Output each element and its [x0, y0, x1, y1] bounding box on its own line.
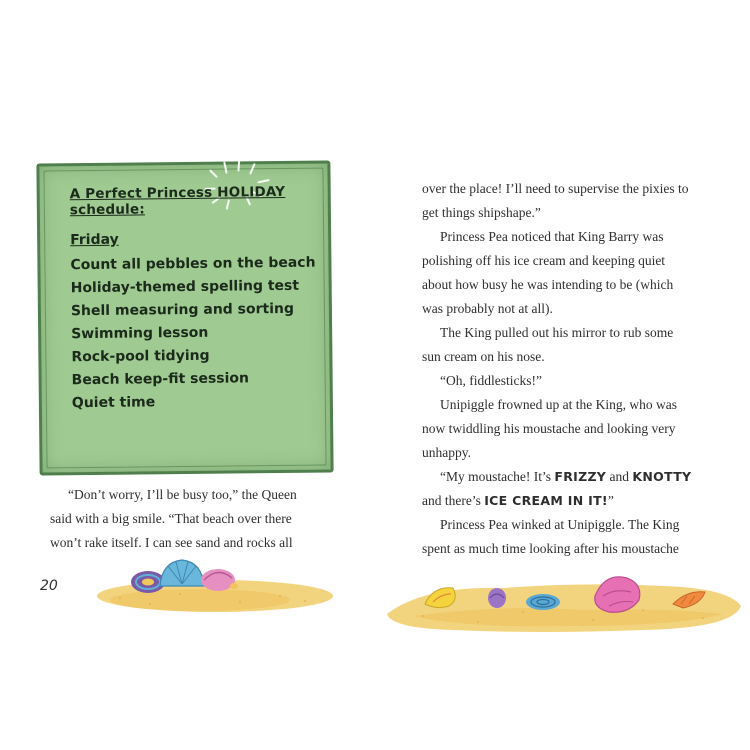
text-line: was probably not at all). — [422, 301, 553, 316]
emphasis-text: KNOTTY — [632, 469, 692, 484]
emphasis-text: ICE CREAM IN IT! — [484, 493, 608, 508]
text-line: said with a big smile. “That beach over there — [50, 511, 292, 526]
right-page — [375, 0, 750, 750]
holiday-schedule-note — [36, 160, 333, 475]
text-line: get things shipshape.” — [422, 205, 541, 220]
text-line: “Don’t worry, I’ll be busy too,” the Queen — [68, 487, 297, 502]
text-line: polishing off his ice cream and keeping quiet — [422, 253, 666, 268]
text-line: won’t rake itself. I can see sand and rocks all — [50, 535, 293, 550]
text-fragment: and — [606, 469, 633, 484]
schedule-item: Holiday-themed spelling test — [70, 277, 300, 297]
text-line: over the place! I’ll need to supervise the pixies to — [422, 181, 689, 196]
text-fragment: and there’s — [422, 493, 485, 508]
text-line: Princess Pea noticed that King Barry was — [440, 229, 664, 244]
schedule-list — [70, 252, 317, 416]
left-body-text — [50, 483, 340, 555]
emphasis-text: FRIZZY — [554, 469, 607, 484]
blue-scallop-shell-icon — [160, 560, 204, 586]
text-line: Princess Pea winked at Unipiggle. The King — [440, 517, 680, 532]
schedule-item: Rock-pool tidying — [71, 347, 210, 366]
text-line: The King pulled out his mirror to rub some — [440, 325, 674, 340]
yellow-shell-icon — [425, 588, 455, 608]
sand-shells-illustration — [90, 556, 340, 616]
right-body-text — [422, 177, 722, 561]
schedule-day: Friday — [70, 231, 119, 249]
schedule-item: Beach keep-fit session — [71, 370, 250, 389]
schedule-title: A Perfect Princess HOLIDAY schedule: — [69, 183, 286, 219]
text-fragment: ” — [607, 493, 614, 508]
schedule-item: Swimming lesson — [71, 324, 209, 343]
text-line: Unipiggle frowned up at the King, who was — [440, 397, 677, 412]
text-line — [422, 489, 722, 513]
text-line: now twiddling his moustache and looking very — [422, 421, 676, 436]
text-line: unhappy. — [422, 445, 471, 460]
purple-shell-icon — [488, 588, 506, 608]
page-number: 20 — [40, 578, 58, 594]
blue-shell-icon — [526, 594, 560, 610]
text-fragment: “My moustache! It’s — [440, 469, 555, 484]
text-line: spent as much time looking after his moustache — [422, 541, 679, 556]
schedule-item: Count all pebbles on the beach — [70, 254, 316, 274]
text-line: “Oh, fiddlesticks!” — [440, 373, 542, 388]
pink-conch-shell-icon — [595, 577, 640, 612]
text-line: about how busy he was intending to be (which — [422, 277, 674, 292]
sand-shells-illustration — [383, 566, 743, 636]
text-line — [422, 465, 722, 489]
text-line: sun cream on his nose. — [422, 349, 545, 364]
pink-shell-icon — [201, 569, 238, 591]
schedule-item: Quiet time — [71, 394, 156, 412]
schedule-item: Shell measuring and sorting — [70, 300, 295, 320]
